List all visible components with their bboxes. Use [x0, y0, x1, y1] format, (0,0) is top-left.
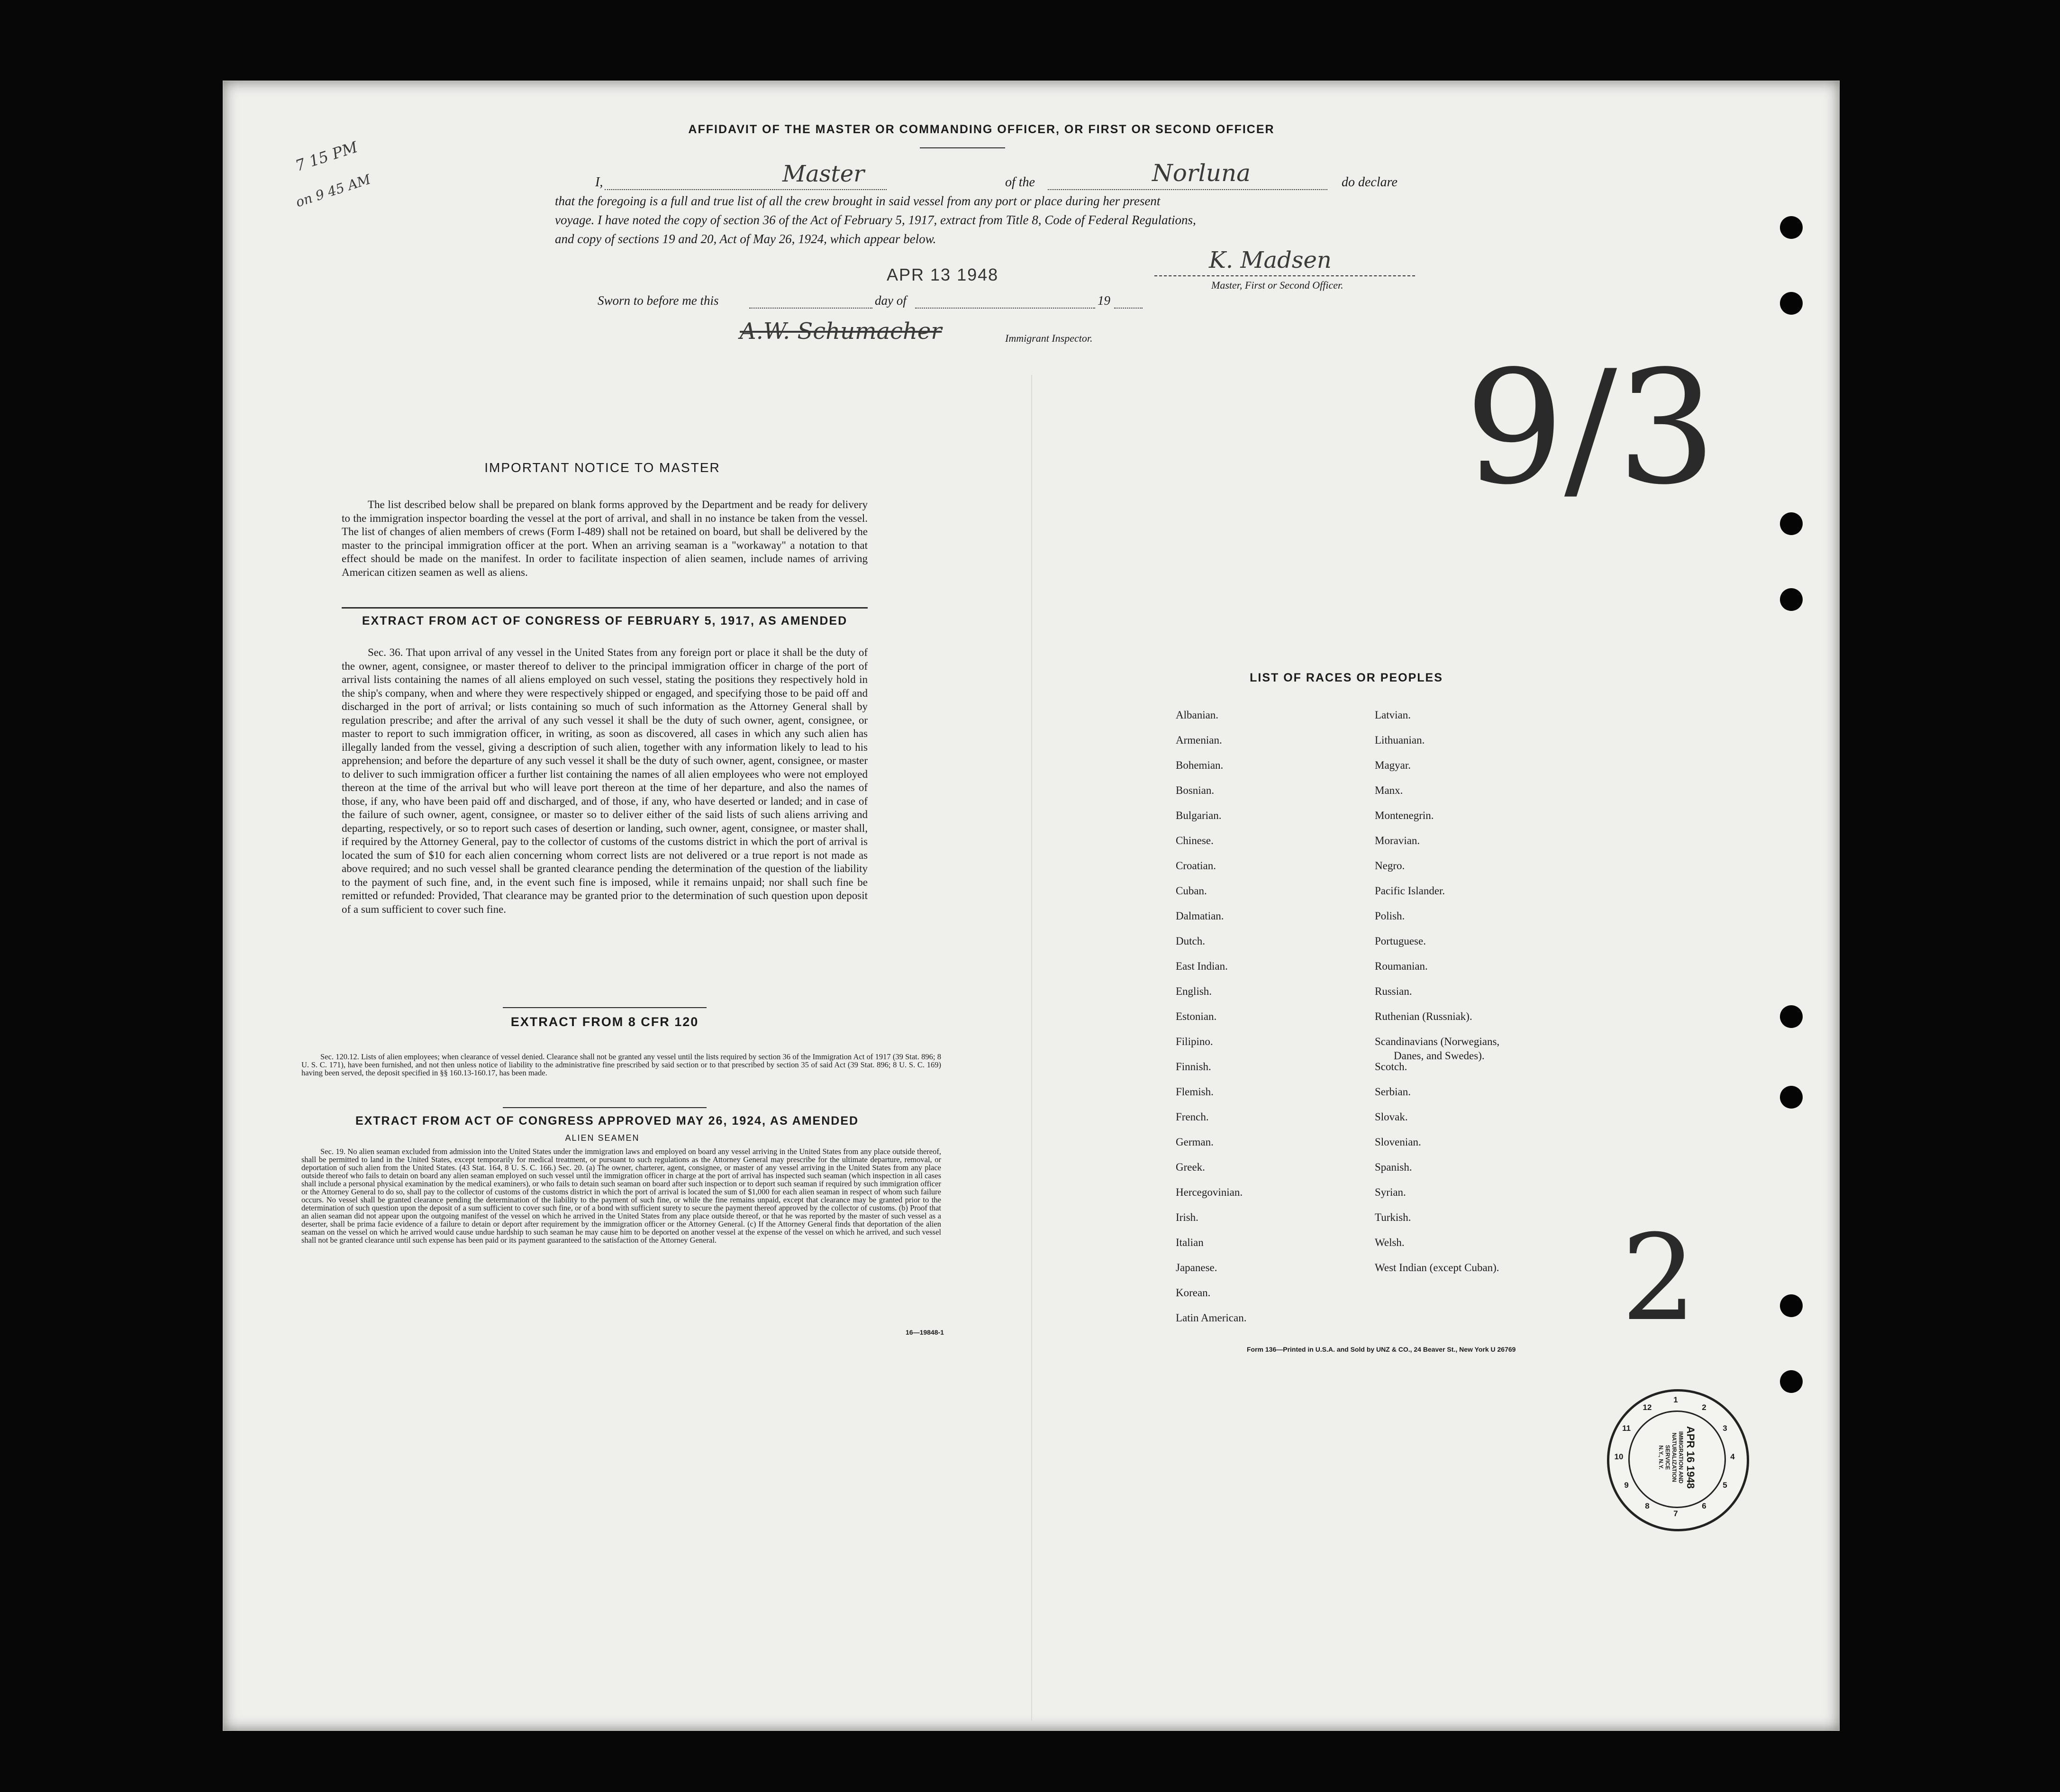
race-item: German.	[1176, 1136, 1214, 1148]
race-item: Italian	[1176, 1237, 1204, 1248]
race-item: Greek.	[1176, 1161, 1205, 1173]
stamp-line-2: NATURALIZATION	[1671, 1432, 1678, 1483]
race-item: Armenian.	[1176, 734, 1222, 746]
race-item: Turkish.	[1375, 1211, 1411, 1223]
extract-1924-title: EXTRACT FROM ACT OF CONGRESS APPROVED MAY 26, 1924, AS AMENDED	[355, 1114, 859, 1128]
races-title: LIST OF RACES OR PEOPLES	[1250, 671, 1443, 684]
race-item: French.	[1176, 1111, 1209, 1123]
master-value: Master	[782, 161, 865, 187]
stamp-hour: 6	[1702, 1501, 1706, 1510]
race-item: Cuban.	[1176, 885, 1207, 897]
affidavit-line-3: and copy of sections 19 and 20, Act of May 26, 1924, which appear below.	[555, 232, 936, 246]
race-item: Roumanian.	[1375, 960, 1428, 972]
race-item: Latvian.	[1375, 709, 1411, 721]
stamp-hour: 1	[1673, 1395, 1678, 1404]
race-item: Bohemian.	[1176, 759, 1224, 771]
race-item: Negro.	[1375, 860, 1405, 872]
notice-body: The list described below shall be prepared on blank forms approved by the Department and be ready for delivery to the immigration inspector boarding the vessel at the port of arrival, and shall in no instance be taken from the vessel. The list of changes of alien members of crews (Form I-489) shall not be retained on board, but shall be delivered by the master to the principal immigration officer at the port. When an arriving seaman is a "workaway" a notation to that effect should be made on the manifest. In order to facilitate inspection of alien seamen, include names of arriving American citizen seamen as well as aliens.	[342, 499, 868, 578]
binder-hole-7	[1780, 1294, 1803, 1317]
alien-seamen-subtitle: ALIEN SEAMEN	[565, 1133, 640, 1143]
handwritten-bottom-mark: 2	[1621, 1209, 1697, 1347]
of-the-label: of the	[1005, 175, 1035, 190]
sworn-year-line	[1114, 308, 1143, 309]
stamp-hour: 5	[1723, 1481, 1727, 1490]
extract-cfr-title: EXTRACT FROM 8 CFR 120	[510, 1015, 699, 1029]
race-item: Dalmatian.	[1176, 910, 1224, 922]
stamp-date: APR 16 1948	[1685, 1426, 1697, 1489]
stamp-hour: 3	[1723, 1424, 1727, 1433]
margin-note-time: 7 15 PM	[293, 137, 360, 175]
race-item: Danes, and Swedes).	[1394, 1050, 1485, 1062]
race-item: Serbian.	[1375, 1086, 1411, 1098]
sworn-month-line	[915, 308, 1095, 309]
race-item: Japanese.	[1176, 1262, 1217, 1274]
race-item: Albanian.	[1176, 709, 1219, 721]
race-item: Welsh.	[1375, 1237, 1405, 1248]
binder-hole-3	[1780, 512, 1803, 535]
race-item: Filipino.	[1176, 1036, 1213, 1047]
race-item: Syrian.	[1375, 1186, 1406, 1198]
date-stamp: APR 13 1948	[887, 265, 999, 284]
race-item: Korean.	[1176, 1287, 1211, 1299]
race-item: Spanish.	[1375, 1161, 1412, 1173]
affidavit-line-1: that the foregoing is a full and true list of all the crew brought in said vessel from any port or place during her present	[555, 194, 1161, 208]
race-item: English.	[1176, 985, 1212, 997]
inspector-signature: A.W. Schumacher	[740, 318, 942, 345]
race-item: Russian.	[1375, 985, 1412, 997]
race-item: Slovak.	[1375, 1111, 1408, 1123]
declare-label: do declare	[1342, 175, 1398, 190]
stamp-hour: 2	[1702, 1403, 1706, 1412]
stamp-hour: 9	[1624, 1481, 1629, 1490]
extract-1917-body: Sec. 36. That upon arrival of any vessel in the United States from any foreign port or place it shall be the duty of the owner, agent, consignee, or master thereof to deliver to the principal immigration officer in charge of the port of arrival lists containing the names of all aliens employed on such vessel, stating the positions they respectively hold in the ship's company, when and where they were respectively shipped or engaged, and specifying those to be paid off and discharged in the port of arrival; or lists containing so much of such information as the Attorney General shall by regulation prescribe; and after the arrival of any such vessel it shall be the duty of such owner, agent, consignee, or master to report to such immigration officer, in writing, as soon as discovered, all cases in which any such alien has illegally landed from the vessel, giving a description of such alien, together with any information likely to lead to his apprehension; and before the departure of any such vessel it shall be the duty of such owner, agent, consignee, or master to deliver to such immigration officer a further list containing the names of all alien employees who were not employed thereon at the time of the arrival but who will leave port thereon at the time of her departure, and also the names of those, if any, who have been paid off and discharged, and of those, if any, who have deserted or landed; and in case of the failure of such owner, agent, consignee, or master so to deliver either of the said lists of such aliens arriving and departing, respectively, or so to report such cases of desertion or landing, such owner, agent, consignee, or master shall, if required by the Attorney General, pay to the collector of customs of the customs district in which the port of arrival is located the sum of $10 for each alien concerning whom correct lists are not delivered or a true report is not made as above required; and no such vessel shall be granted clearance pending the determination of the question of the liability to the payment of such fine, and, in the event such fine is imposed, while it remains unpaid; nor shall such fine be remitted or refunded: Provided, That clearance may be granted prior to the determination of such question upon deposit of a sum sufficient to cover such fine.	[342, 646, 868, 915]
form-footer: Form 136—Printed in U.S.A. and Sold by UNZ & CO., 24 Beaver St., New York U 26769	[1247, 1346, 1516, 1353]
master-signature: K. Madsen	[1209, 247, 1332, 273]
vessel-dotted-line	[1048, 189, 1327, 190]
race-item: Polish.	[1375, 910, 1405, 922]
master-dotted-line	[605, 189, 887, 190]
race-item: Manx.	[1375, 784, 1403, 796]
race-item: Scotch.	[1375, 1061, 1407, 1073]
affidavit-title-rule	[920, 147, 1005, 148]
signature-line	[1154, 275, 1415, 276]
race-item: Montenegrin.	[1375, 810, 1434, 821]
race-item: Flemish.	[1176, 1086, 1214, 1098]
stamp-inner-ring	[1628, 1410, 1726, 1508]
stamp-line-3: SERVICE	[1664, 1445, 1671, 1470]
race-item: Magyar.	[1375, 759, 1411, 771]
binder-hole-6	[1780, 1086, 1803, 1109]
extract-cfr-body: Sec. 120.12. Lists of alien employees; when clearance of vessel denied. Clearance shall not be granted any vessel until the lists required by section 36 of the Immigration Act of 1917 (39 Stat. 896; 8 U. S. C. 171), have been furnished, and not then unless notice of liability to the administrative fine prescribed by said section or to that prescribed by section 35 of said Act (39 Stat. 896; 8 U. S. C. 169) having been served, the deposit specified in §§ 160.13-160.17, has been made.	[301, 1052, 941, 1077]
extract-1924-body: Sec. 19. No alien seaman excluded from admission into the United States under the immigration laws and employed on board any vessel arriving in the United States from any place outside thereof, shall be permitted to land in the United States, except temporarily for medical treatment, or pursuant to such regulations as the Attorney General may prescribe for the ultimate departure, removal, or deportation of such alien from the United States. (43 Stat. 164, 8 U. S. C. 166.) Sec. 20. (a) The owner, charterer, agent, consignee, or master of any vessel arriving in the United States from any place outside thereof who fails to detain on board any alien seaman employed on such vessel until the immigration officer in charge at the port of arrival has inspected such seaman (which inspection in all cases shall include a personal physical examination by the medical examiners), or who fails to detain such seaman on board after such inspection or to deport such seaman if required by such immigration officer or the Attorney General to do so, shall pay to the collector of customs of the customs district in which the port of arrival is located the sum of $1,000 for each alien seaman in respect of whom such failure occurs. No vessel shall be granted clearance pending the determination of the liability to the payment of such fine, or while the fine remains unpaid, except that clearance may be granted prior to the determination of such question upon the deposit of a sum sufficient to cover such fine, or of a bond with sufficient surety to secure the payment thereof approved by the collector of customs. (b) Proof that an alien seaman did not appear upon the outgoing manifest of the vessel on which he arrived in the United States from any place outside thereof, or that he was reported by the master of such vessel as a deserter, shall be prima facie evidence of a failure to detain or deport after requirement by the immigration officer or the Attorney General. (c) If the Attorney General finds that deportation of the alien seaman on the vessel on which he arrived would cause undue hardship to such seaman he may cause him to be deported on another vessel at the expense of the vessel on which he arrived, and such vessel shall not be granted clearance until such expense has been paid or its payment guaranteed to the satisfaction of the Attorney General.	[301, 1147, 941, 1245]
stamp-hour: 11	[1622, 1424, 1631, 1433]
day-of-label: day of	[875, 293, 907, 308]
extract-1917-rule	[503, 1007, 707, 1008]
signature-caption: Master, First or Second Officer.	[1211, 279, 1343, 291]
extract-1917-title: EXTRACT FROM ACT OF CONGRESS OF FEBRUARY 5, 1917, AS AMENDED	[362, 614, 848, 628]
race-item: Ruthenian (Russniak).	[1375, 1010, 1472, 1022]
stamp-hour: 10	[1614, 1452, 1624, 1461]
year-label: 19	[1098, 293, 1110, 308]
sworn-day-line	[749, 308, 872, 309]
race-item: Bosnian.	[1176, 784, 1215, 796]
race-item: Hercegovinian.	[1176, 1186, 1243, 1198]
race-item: East Indian.	[1176, 960, 1228, 972]
race-item: Portuguese.	[1375, 935, 1426, 947]
race-item: Finnish.	[1176, 1061, 1211, 1073]
arrival-stamp	[1607, 1389, 1749, 1531]
extract-1924-footer-code: 16—19848-1	[906, 1328, 944, 1336]
race-item: Lithuanian.	[1375, 734, 1425, 746]
affidavit-title: AFFIDAVIT OF THE MASTER OR COMMANDING OFFICER, OR FIRST OR SECOND OFFICER	[688, 123, 1275, 136]
handwritten-page-number: 9/3	[1465, 337, 1717, 519]
affidavit-line-2: voyage. I have noted the copy of section 36 of the Act of February 5, 1917, extract from Title 8, Code of Federal Regulations,	[555, 213, 1196, 227]
margin-note-arrival: on 9 45 AM	[293, 171, 373, 210]
vessel-value: Norluna	[1152, 159, 1251, 187]
race-item: Irish.	[1176, 1211, 1198, 1223]
binder-hole-1	[1780, 216, 1803, 239]
binder-hole-4	[1780, 588, 1803, 611]
race-item: Dutch.	[1176, 935, 1205, 947]
race-item: Estonian.	[1176, 1010, 1217, 1022]
race-item: Bulgarian.	[1176, 810, 1222, 821]
notice-title: IMPORTANT NOTICE TO MASTER	[484, 460, 720, 475]
stamp-hour: 8	[1645, 1501, 1650, 1510]
sworn-label: Sworn to before me this	[598, 293, 719, 308]
page-fold	[1031, 375, 1032, 1721]
race-item: Slovenian.	[1375, 1136, 1421, 1148]
race-item: West Indian (except Cuban).	[1375, 1262, 1499, 1274]
binder-hole-2	[1780, 292, 1803, 315]
stamp-line-1: IMMIGRATION AND	[1678, 1431, 1684, 1483]
i-label: I,	[595, 175, 603, 190]
stamp-hour: 4	[1730, 1452, 1735, 1461]
race-item: Pacific Islander.	[1375, 885, 1445, 897]
manifest-page	[223, 81, 1840, 1731]
binder-hole-5	[1780, 1005, 1803, 1028]
race-item: Moravian.	[1375, 835, 1420, 846]
notice-rule	[342, 607, 868, 609]
race-item: Croatian.	[1176, 860, 1216, 872]
race-item: Chinese.	[1176, 835, 1214, 846]
stamp-line-4: N.Y., N.Y.	[1658, 1445, 1664, 1470]
race-item: Scandinavians (Norwegians,	[1375, 1036, 1500, 1047]
inspector-caption: Immigrant Inspector.	[1005, 332, 1093, 344]
extract-cfr-rule	[503, 1107, 707, 1108]
stamp-hour: 7	[1673, 1509, 1678, 1518]
stamp-hour: 12	[1643, 1403, 1652, 1412]
binder-hole-8	[1780, 1370, 1803, 1393]
race-item: Latin American.	[1176, 1312, 1247, 1324]
